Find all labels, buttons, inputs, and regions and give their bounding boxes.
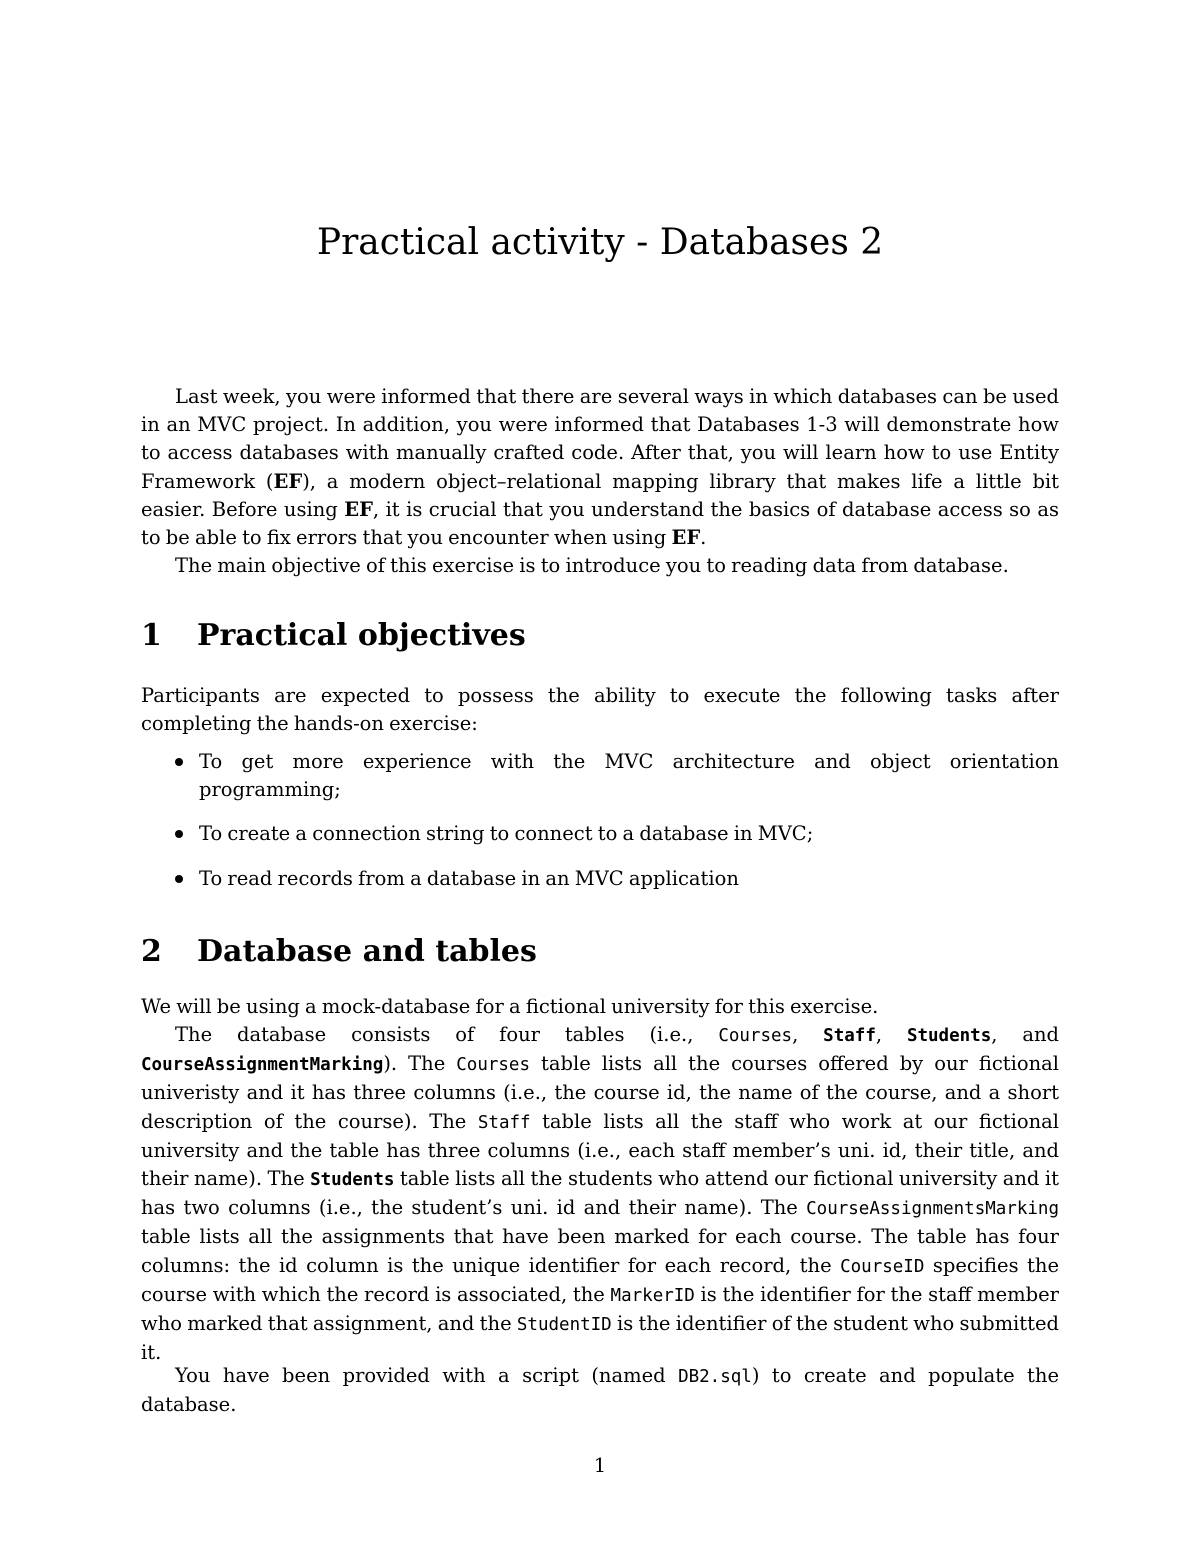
bullet-icon <box>175 875 183 883</box>
database-intro: We will be using a mock-database for a fictional university for this exercise. <box>141 995 879 1018</box>
staff-term: Staff <box>823 1026 876 1046</box>
intro-paragraph: Last week, you were informed that there are several ways in which databases can be used in an MVC project. In addition, you were informed that Databases 1-3 will demonstrate how to access databases with manually crafted code. After that, you will learn how to use Entity Framework (EF), a modern object–relational mapping library that makes life a little bit easier. Before using EF, it is crucial that you understand the basics of database access so as to be able to fix errors that you encounter when using EF. <box>141 385 1059 550</box>
studentid-term: StudentID <box>516 1315 612 1336</box>
courses-term: Courses <box>718 1026 793 1046</box>
section-2-title: Database and tables <box>197 934 537 969</box>
bullet-icon <box>175 758 183 766</box>
courses-term: Courses <box>456 1055 531 1076</box>
section-1-heading <box>141 618 526 653</box>
section-1-number: 1 <box>141 618 162 653</box>
students-term: Students <box>906 1026 992 1046</box>
script-paragraph: You have been provided with a script (named DB2.sql) to create and populate the database. <box>141 1364 1059 1417</box>
section-2-heading <box>141 934 537 969</box>
section-1-title: Practical objectives <box>197 618 526 653</box>
list-item: To get more experience with the MVC architecture and object orientation programming; <box>141 748 1059 804</box>
courseid-term: CourseID <box>840 1256 925 1277</box>
bullet-icon <box>175 830 183 838</box>
staff-term: Staff <box>477 1112 531 1133</box>
cams-term: CourseAssignmentsMarking <box>806 1199 1059 1220</box>
ef-term: EF <box>273 469 303 493</box>
list-item: To create a connection string to connect to a database in MVC; <box>141 820 1059 848</box>
section-2-number: 2 <box>141 934 162 969</box>
page-title: Practical activity - Databases 2 <box>316 222 884 263</box>
cam-term: CourseAssignmentMarking <box>141 1055 384 1076</box>
list-item: To read records from a database in an MVC application <box>141 865 1059 893</box>
students-term: Students <box>310 1170 395 1191</box>
page-number: 1 <box>593 1454 607 1477</box>
markerid-term: MarkerID <box>610 1285 695 1306</box>
objectives-lead: Participants are expected to possess the ability to execute the following tasks after completing the hands-on exercise: <box>141 684 1059 736</box>
ef-term: EF <box>671 526 701 550</box>
tables-paragraph: The database consists of four tables (i.e., Courses, Staff, Students, and CourseAssignmentMarking). The Courses table lists all the courses offered by our fictional univeristy and it has three columns (i.e., the course id, the name of the course, and a short description of the course). The Staff table lists all the staff who work at our fictional university and the table has three columns (i.e., each staff member’s uni. id, their title, and their name). The Students table lists all the students who attend our fictional university and it has two columns (i.e., the student’s uni. id and their name). The CourseAssignmentsMarking table lists all the assignments that have been marked for each course. The table has four columns: the id column is the unique identifier for each record, the CourseID specifies the course with which the record is associated, the MarkerID is the identifier for the staff member who marked that assignment, and the StudentID is the identifier of the student who submitted it. <box>141 1023 1059 1365</box>
script-filename: DB2.sql <box>678 1367 752 1387</box>
objective-paragraph: The main objective of this exercise is to introduce you to reading data from database. <box>175 554 1009 577</box>
objectives-list <box>141 748 1059 909</box>
ef-term: EF <box>344 497 373 521</box>
